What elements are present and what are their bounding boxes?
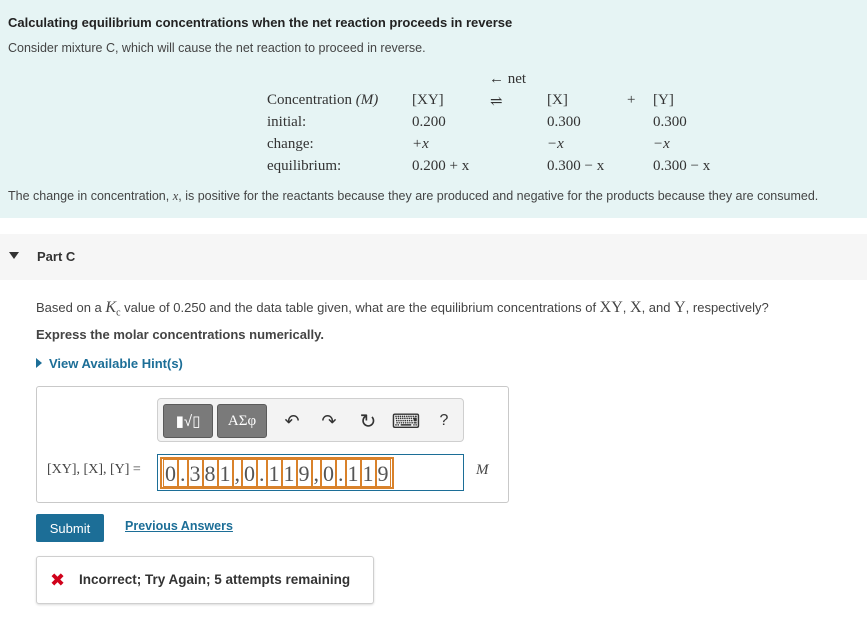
footnote-text-end: , is positive for the reactants because they are produced and negative for the products because they are consumed. bbox=[178, 189, 819, 203]
answer-char: . bbox=[259, 461, 265, 486]
templates-button[interactable] bbox=[163, 404, 213, 438]
collapse-caret-icon[interactable] bbox=[9, 252, 19, 259]
answer-char: 1 bbox=[268, 461, 280, 486]
question-species-x: X bbox=[630, 299, 642, 316]
equilibrium-xy: 0.200 + x bbox=[412, 158, 470, 174]
question-comma: , bbox=[622, 300, 631, 315]
answer-value[interactable] bbox=[160, 457, 394, 489]
change-x: −x bbox=[547, 136, 564, 152]
kc-subscript: c bbox=[116, 307, 121, 319]
species-x-header: [X] bbox=[547, 92, 568, 108]
intro-footnote bbox=[8, 189, 818, 204]
concentration-header-text: Concentration bbox=[267, 92, 352, 108]
submit-button[interactable]: Submit bbox=[36, 514, 104, 542]
undo-icon[interactable]: ↶ bbox=[284, 410, 300, 431]
previous-answers-link[interactable]: Previous Answers bbox=[125, 519, 233, 533]
intro-text: Consider mixture C, which will cause the net reaction to proceed in reverse. bbox=[8, 41, 426, 55]
answer-char: 0 bbox=[323, 461, 334, 486]
plus-sign: + bbox=[627, 92, 636, 108]
answer-char: 8 bbox=[204, 461, 216, 486]
question-text bbox=[36, 299, 769, 319]
kc-symbol: K bbox=[105, 299, 117, 316]
initial-x: 0.300 bbox=[547, 114, 581, 130]
answer-char: . bbox=[180, 461, 186, 486]
footnote-text-start: The change in concentration, bbox=[8, 189, 173, 203]
answer-char: , bbox=[313, 461, 319, 486]
answer-char: 1 bbox=[283, 461, 295, 486]
answer-char: 1 bbox=[362, 461, 374, 486]
feedback-text: Incorrect; Try Again; 5 attempts remaining bbox=[79, 572, 351, 587]
answer-char: 3 bbox=[189, 461, 201, 486]
help-icon[interactable]: ? bbox=[439, 412, 449, 429]
answer-label: [XY], [X], [Y] = bbox=[47, 462, 141, 477]
question-species-xy: XY bbox=[599, 299, 623, 316]
part-label: Part C bbox=[37, 249, 76, 264]
answer-char: 0 bbox=[165, 461, 176, 486]
concentration-header bbox=[267, 92, 378, 109]
question-start: Based on a bbox=[36, 300, 106, 315]
concentration-unit: (M) bbox=[355, 92, 379, 108]
species-xy-header: [XY] bbox=[412, 92, 444, 108]
row-label-initial: initial: bbox=[267, 114, 307, 130]
row-label-equilibrium: equilibrium: bbox=[267, 158, 342, 174]
answer-char: 1 bbox=[347, 461, 359, 486]
question-species-y: Y bbox=[674, 299, 686, 316]
part-c-header[interactable] bbox=[0, 234, 867, 280]
question-middle: value of 0.250 and the data table given, what are the equilibrium concentrations of bbox=[120, 300, 600, 315]
equilibrium-arrow: ⇌ bbox=[490, 94, 503, 110]
incorrect-icon: ✖ bbox=[50, 570, 66, 590]
templates-icon: ▮√▯ bbox=[175, 413, 201, 430]
redo-icon[interactable]: ↷ bbox=[321, 410, 337, 431]
net-direction-label: ← net bbox=[489, 71, 527, 87]
question-end: , respectively? bbox=[685, 300, 769, 315]
answer-char: , bbox=[234, 461, 240, 486]
equilibrium-y: 0.300 − x bbox=[653, 158, 711, 174]
change-y: −x bbox=[653, 136, 670, 152]
hint-caret-icon bbox=[36, 358, 42, 368]
answer-char: . bbox=[338, 461, 344, 486]
reset-icon[interactable]: ↻ bbox=[359, 410, 377, 433]
question-and: , and bbox=[641, 300, 675, 315]
intro-title: Calculating equilibrium concentrations when the net reaction proceeds in reverse bbox=[8, 15, 513, 30]
hint-label: View Available Hint(s) bbox=[49, 356, 183, 371]
species-y-header: [Y] bbox=[653, 92, 674, 108]
instruction-text: Express the molar concentrations numerically. bbox=[36, 327, 325, 342]
answer-char: 9 bbox=[377, 461, 389, 486]
equilibrium-x: 0.300 − x bbox=[547, 158, 605, 174]
view-hints-link[interactable] bbox=[36, 356, 183, 371]
intro-panel bbox=[0, 0, 867, 218]
initial-xy: 0.200 bbox=[412, 114, 446, 130]
keyboard-icon[interactable]: ⌨ bbox=[391, 410, 421, 433]
greek-symbols-label: ΑΣφ bbox=[227, 412, 257, 429]
answer-char: 9 bbox=[298, 461, 310, 486]
row-label-change: change: bbox=[267, 136, 314, 152]
greek-symbols-button[interactable] bbox=[217, 404, 267, 438]
footnote-variable: x bbox=[172, 189, 179, 203]
change-xy: +x bbox=[412, 136, 429, 152]
unit-label: M bbox=[476, 462, 489, 478]
initial-y: 0.300 bbox=[653, 114, 687, 130]
answer-char: 0 bbox=[244, 461, 255, 486]
answer-char: 1 bbox=[219, 461, 231, 486]
